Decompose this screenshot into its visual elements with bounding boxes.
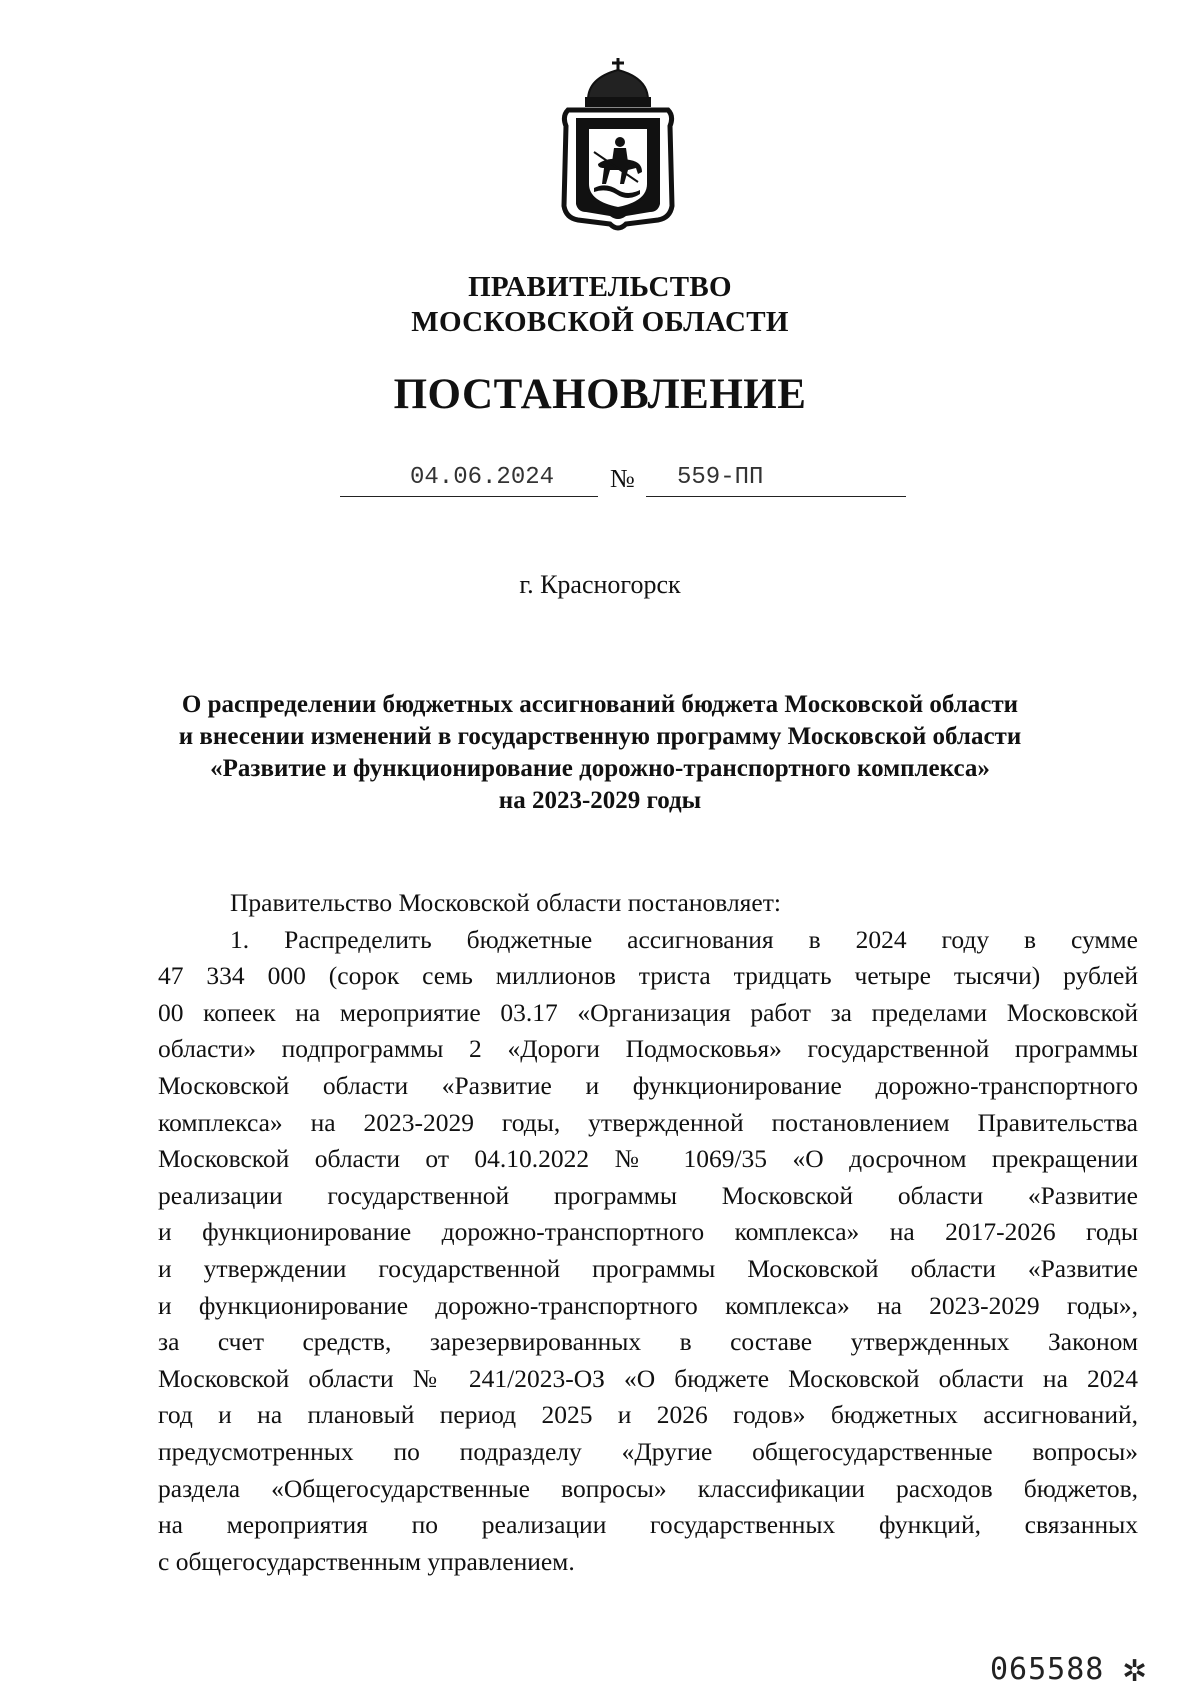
date-underline [340,496,598,497]
paragraph-line: предусмотренных по подразделу «Другие общегосударственные вопросы» [158,1436,1138,1466]
document-date: 04.06.2024 [410,464,555,491]
number-sign: № [610,464,635,493]
subject-line: на 2023-2029 годы [498,787,702,814]
paragraph-line: год и на плановый период 2025 и 2026 годов» бюджетных ассигнований, [158,1400,1138,1430]
document-body [158,885,1138,1580]
paragraph-line: 1. Распределить бюджетные ассигнования в 2024 году в сумме [230,924,1138,954]
paragraph-line: 47 334 000 (сорок семь миллионов триста тридцать четыре тысячи) рублей [158,961,1138,991]
subject-line: О распределении бюджетных ассигнований бюджета Московской области [181,691,1019,718]
registration-row [0,460,1200,510]
document-subject [0,689,1200,817]
intro-line: Правительство Московской области постановляет: [230,888,781,917]
paragraph-line: раздела «Общегосударственные вопросы» классификации расходов бюджетов, [158,1473,1138,1503]
paragraph-line: и утверждении государственной программы Московской области «Развитие [158,1253,1138,1283]
paragraph-line: комплекса» на 2023-2029 годы, утвержденной постановлением Правительства [158,1107,1138,1137]
subject-line: «Развитие и функционирование дорожно-транспортного комплекса» [210,755,990,782]
city-name: г. Красногорск [519,570,681,599]
government-name-line1: ПРАВИТЕЛЬСТВО [468,271,732,303]
number-underline [646,496,906,497]
paragraph-line: Московской области № 241/2023-ОЗ «О бюджете Московской области на 2024 [158,1363,1138,1393]
paragraph-line: с общегосударственным управлением. [158,1546,575,1576]
document-type-title: ПОСТАНОВЛЕНИЕ [393,371,807,418]
subject-line: и внесении изменений в государственную программу Московской области [178,723,1022,750]
paragraph-line: и функционирование дорожно-транспортного комплекса» на 2017-2026 годы [158,1217,1138,1247]
serial-stamp-number: 065588 [990,1652,1105,1687]
paragraph-line: за счет средств, зарезервированных в составе утвержденных Законом [158,1327,1138,1357]
paragraph-line: и функционирование дорожно-транспортного комплекса» на 2023-2029 годы», [158,1290,1138,1320]
paragraph-line: Московской области «Развитие и функционирование дорожно-транспортного [158,1070,1138,1100]
paragraph-line: реализации государственной программы Московской области «Развитие [158,1180,1138,1210]
coat-of-arms-emblem [558,56,678,232]
government-name-line2: МОСКОВСКОЙ ОБЛАСТИ [411,306,789,338]
paragraph-line: 00 копеек на мероприятие 03.17 «Организация работ за пределами Московской [158,997,1138,1027]
paragraph-line: на мероприятия по реализации государственных функций, связанных [158,1510,1138,1540]
document-number: 559-ПП [677,464,764,491]
paragraph-line: Московской области от 04.10.2022 № 1069/35 «О досрочном прекращении [158,1144,1138,1174]
asterisk-stamp-icon: ✲ [1122,1655,1148,1688]
paragraph-line: области» подпрограммы 2 «Дороги Подмосковья» государственной программы [158,1034,1138,1064]
